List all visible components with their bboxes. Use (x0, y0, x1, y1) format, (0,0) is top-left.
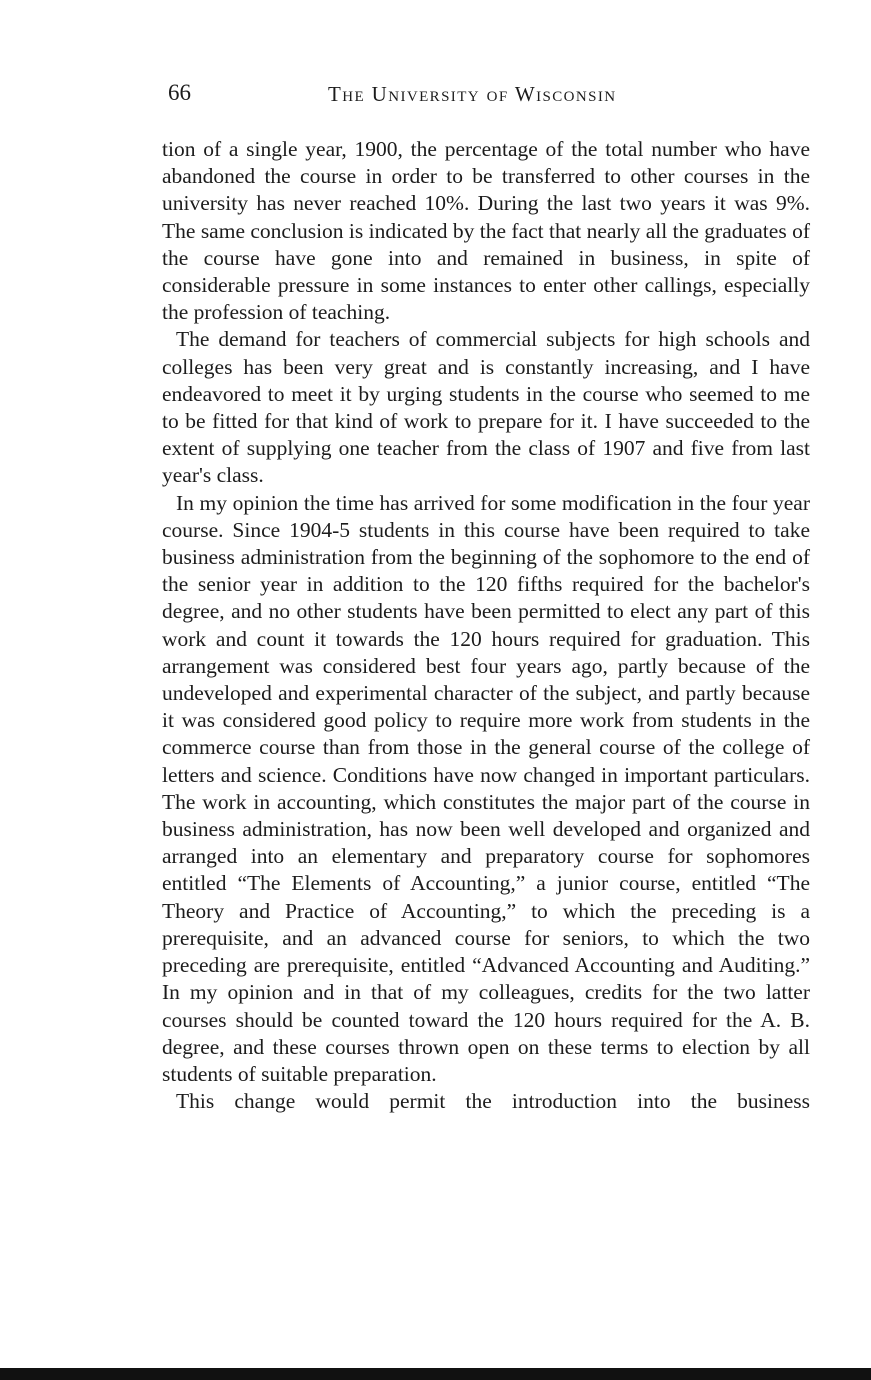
paragraph-2: The demand for teachers of commercial subjects for high schools and colleges has been very great and is constantly increasing, and I have endeavored to meet it by urging students in the course who seemed to me to be fitted for that kind of work to prepare for it. I have succeeded to the extent of supplying one teacher from the class of 1907 and five from last year's class. (162, 327, 810, 488)
running-title: The University of Wisconsin (328, 82, 617, 106)
page-number: 66 (168, 80, 191, 105)
paragraph-1: tion of a single year, 1900, the percentage of the total number who have abandoned the course in order to be transferred to other courses in the university has never reached 10%. During the last two years it was 9%. The same conclusion is indicated by the fact that nearly all the graduates of the course have gone into and remained in business, in spite of considerable pressure in some instances to enter other callings, especially the profession of teaching. (162, 137, 810, 325)
running-head (168, 80, 798, 114)
paragraph-4: This change would permit the introduction into the business (176, 1089, 810, 1114)
paragraph-3: In my opinion the time has arrived for some modification in the four year course. Since 1904-5 students in this course have been required to take business administration from the beginning of the sophomore to the end of the senior year in addition to the 120 fifths required for the bachelor's degree, and no other students have been permitted to elect any part of this work and count it towards the 120 hours required for graduation. This arrangement was considered best four years ago, partly because of the undeveloped and experimental character of the subject, and partly because it was considered good policy to require more work from students in the commerce course than from those in the general course of the college of letters and science. Conditions have now changed in important particulars. The work in accounting, which constitutes the major part of the course in business administration, has now been well developed and organized and arranged into an elementary and preparatory course for sophomores entitled “The Elements of Accounting,” a junior course, entitled “The Theory and Practice of Accounting,” to which the preceding is a prerequisite, and an advanced course for seniors, to which the two preceding are prerequisite, entitled “Advanced Accounting and Auditing.” In my opinion and in that of my colleagues, credits for the two latter courses should be counted toward the 120 hours required for the A. B. degree, and these courses thrown open on these terms to election by all students of suitable preparation. (162, 490, 810, 1086)
body-text (162, 136, 810, 1115)
scan-page-edge (0, 1368, 871, 1380)
